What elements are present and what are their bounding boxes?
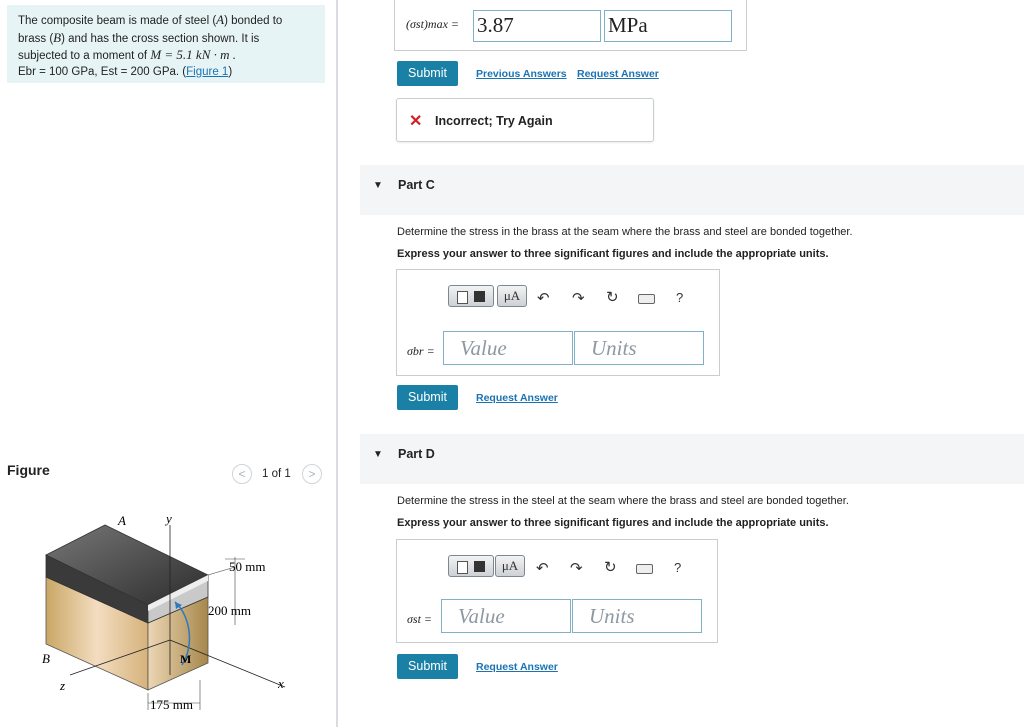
label-y: y [166, 511, 172, 526]
part-d-label: Part D [398, 447, 435, 461]
part-c-question: Determine the stress in the brass at the seam where the brass and steel are bonded together. [397, 226, 853, 238]
part-d-value-input[interactable]: Value [441, 599, 571, 633]
caret-down-icon[interactable]: ▼ [373, 449, 383, 460]
part-b-value-input[interactable]: 3.87 [473, 10, 601, 42]
part-c-header[interactable] [360, 165, 1024, 215]
figure-title: Figure [7, 462, 50, 478]
incorrect-x-icon: ✕ [409, 113, 423, 130]
part-b-request-answer-link[interactable]: Request Answer [577, 68, 659, 80]
chevron-left-icon[interactable]: < [232, 464, 252, 484]
keyboard-icon[interactable] [638, 294, 655, 304]
problem-statement: The composite beam is made of steel (A) bonded to brass (B) and has the cross section shown. It is subjected to a moment of M = 5.1 kN · m . Ebr = 100 GPa, Est = 200 GPa. (Figure 1) [18, 12, 283, 78]
help-icon[interactable]: ? [674, 560, 682, 575]
part-c-request-answer-link[interactable]: Request Answer [476, 392, 558, 404]
part-d-header[interactable] [360, 434, 1024, 484]
part-b-submit-button[interactable]: Submit [397, 61, 458, 86]
undo-icon[interactable]: ↶ [537, 290, 550, 307]
composite-beam-figure [30, 505, 330, 727]
label-B: B [42, 651, 50, 666]
label-x: x [278, 676, 284, 691]
undo-icon[interactable]: ↶ [536, 560, 549, 577]
part-b-symbol: (σst)max = [406, 17, 460, 31]
part-d-instruction: Express your answer to three significant figures and include the appropriate units. [397, 517, 829, 529]
label-dim2: 200 mm [208, 603, 251, 618]
incorrect-feedback: ✕ Incorrect; Try Again [396, 98, 654, 142]
templates-icon[interactable] [448, 285, 494, 307]
units-mu-icon[interactable]: μA [495, 555, 525, 577]
part-d-request-answer-link[interactable]: Request Answer [476, 661, 558, 673]
keyboard-icon[interactable] [636, 564, 653, 574]
reset-icon[interactable]: ↻ [604, 559, 617, 576]
part-d-question: Determine the stress in the steel at the seam where the brass and steel are bonded together. [397, 495, 849, 507]
label-M: M [180, 652, 192, 666]
part-b-units-input[interactable]: MPa [604, 10, 732, 42]
figure-counter: 1 of 1 [262, 468, 291, 480]
label-z: z [60, 678, 66, 693]
previous-answers-link[interactable]: Previous Answers [476, 68, 567, 80]
part-c-submit-button[interactable]: Submit [397, 385, 458, 410]
caret-down-icon[interactable]: ▼ [373, 180, 383, 191]
part-c-symbol: σbr = [407, 344, 435, 358]
label-dim3: 175 mm [150, 697, 193, 712]
help-icon[interactable]: ? [676, 290, 684, 305]
label-dim1: 50 mm [229, 559, 266, 574]
figure-link[interactable]: Figure 1 [186, 65, 229, 78]
units-mu-icon[interactable]: μA [497, 285, 527, 307]
part-d-submit-button[interactable]: Submit [397, 654, 458, 679]
part-c-label: Part C [398, 178, 435, 192]
part-d-units-input[interactable]: Units [572, 599, 702, 633]
reset-icon[interactable]: ↻ [606, 289, 619, 306]
chevron-right-icon[interactable]: > [302, 464, 322, 484]
part-c-value-input[interactable]: Value [443, 331, 573, 365]
part-d-symbol: σst = [407, 612, 433, 626]
redo-icon[interactable]: ↷ [572, 290, 585, 307]
label-A: A [118, 513, 126, 528]
redo-icon[interactable]: ↷ [570, 560, 583, 577]
templates-icon[interactable] [448, 555, 494, 577]
panel-divider [336, 0, 338, 727]
part-c-units-input[interactable]: Units [574, 331, 704, 365]
part-c-instruction: Express your answer to three significant figures and include the appropriate units. [397, 248, 829, 260]
